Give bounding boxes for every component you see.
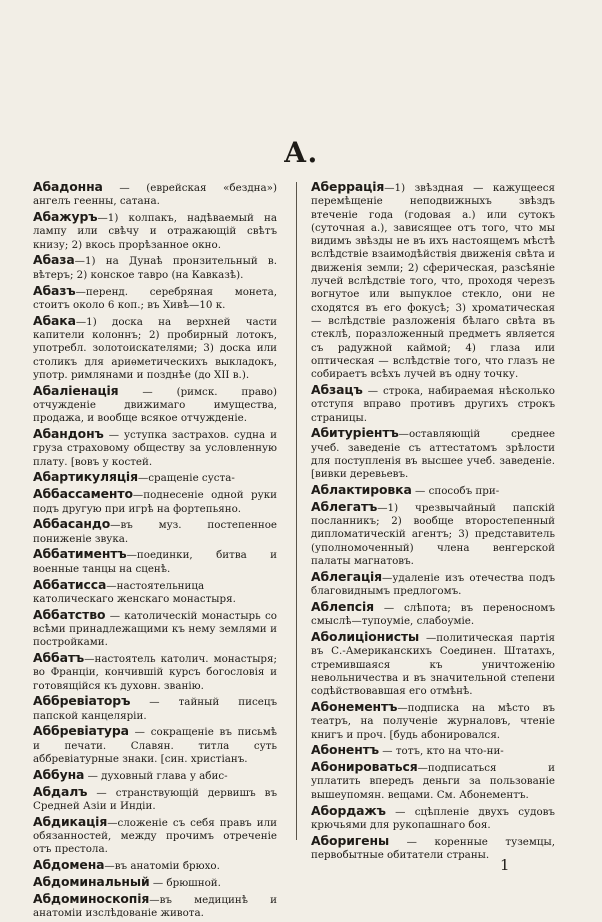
entry-headword: Аббревіаторъ bbox=[33, 693, 131, 709]
entry-definition: — способъ при- bbox=[411, 485, 500, 498]
entry-headword: Аббатъ bbox=[33, 650, 85, 665]
entry-definition: —подписка на мѣсто въ театръ, на полученіе журналовъ, чтеніе книгъ и проч. [будь абонировался. bbox=[311, 701, 555, 741]
entry-definition: — брюшной. bbox=[149, 876, 221, 889]
dictionary-entry bbox=[311, 834, 555, 863]
entry-definition: —сращеніе суста- bbox=[137, 472, 235, 485]
dictionary-entry bbox=[311, 743, 555, 758]
dictionary-entry bbox=[33, 768, 277, 783]
dictionary-entry bbox=[311, 570, 555, 599]
entry-headword: Аблегатъ bbox=[311, 498, 378, 514]
entry-headword: Абдикація bbox=[33, 813, 108, 829]
dictionary-entry bbox=[311, 700, 555, 742]
dictionary-entry bbox=[33, 384, 277, 426]
entry-definition: — (еврейская «бездна») ангелъ геенны, сатана. bbox=[33, 182, 277, 208]
entry-definition: —настоятельница католическаго женскаго монастыря. bbox=[33, 579, 236, 605]
dictionary-entry bbox=[33, 284, 277, 313]
entry-headword: Абака bbox=[33, 312, 76, 328]
entry-headword: Абонентъ bbox=[311, 742, 379, 758]
entry-headword: Аббуна bbox=[33, 766, 85, 782]
dictionary-entry bbox=[33, 651, 277, 693]
dictionary-entry bbox=[311, 180, 555, 381]
entry-definition: — коренные туземцы, первобытные обитатели страны. bbox=[311, 835, 555, 861]
entry-headword: Абонироваться bbox=[311, 759, 418, 775]
entry-headword: Аббассаменто bbox=[33, 486, 133, 502]
entry-definition: — слѣпота; въ переносномъ смыслѣ—тупоуміе, слабоуміе. bbox=[311, 601, 555, 628]
entry-headword: Абдоминоскопія bbox=[33, 890, 150, 906]
entry-headword: Абонементъ bbox=[311, 698, 398, 714]
entry-headword: Аборигены bbox=[311, 832, 390, 848]
entry-headword: Аббасандо bbox=[33, 516, 111, 532]
entry-headword: Абдалъ bbox=[33, 783, 88, 799]
dictionary-entry bbox=[33, 314, 277, 382]
entry-definition: —поединки, битва и военные танцы на сценѣ. bbox=[33, 549, 277, 575]
entry-definition: — сцѣпленіе двухъ судовъ крючьями для рукопашнаго боя. bbox=[311, 805, 555, 831]
dictionary-entry bbox=[311, 630, 555, 698]
entry-headword: Абандонъ bbox=[33, 426, 104, 442]
dictionary-entry bbox=[33, 253, 277, 282]
entry-definition: — тайный писецъ папской канцеляріи. bbox=[33, 696, 277, 722]
right-column bbox=[311, 180, 555, 864]
entry-definition: — странствующій дервишъ въ Средней Азіи и Индіи. bbox=[33, 786, 277, 812]
dictionary-entry bbox=[33, 785, 277, 814]
dictionary-entry bbox=[33, 517, 277, 546]
entry-headword: Аблактировка bbox=[311, 482, 412, 498]
entry-headword: Абартикуляція bbox=[33, 469, 138, 485]
dictionary-entry bbox=[311, 483, 555, 498]
entry-headword: Абажуръ bbox=[33, 209, 98, 225]
entry-headword: Аберрація bbox=[311, 179, 385, 194]
dictionary-entry bbox=[33, 815, 277, 857]
entry-headword: Аббатство bbox=[33, 606, 106, 622]
dictionary-entry bbox=[33, 427, 277, 469]
dictionary-entry bbox=[33, 578, 277, 607]
entry-definition: —1) звѣздная — кажущееся перемѣщеніе неподвижныхъ звѣздъ втеченіе года (годовая а.) или сутокъ (суточная а.), зависящее отъ того, что мы видимъ звѣзды не въ ихъ настоящемъ мѣстѣ вслѣдствіе взаимодѣйствія движенія свѣта и движенія земли; 2) сферическая, разсѣяніе лучей вслѣдствіе того, что, проходя черезъ вогнутое или выпуклое стекло, они не сходятся въ его фокусѣ; 3) хроматическая — вслѣдствіе разложенія бѣлаго свѣта въ стеклѣ, поразложенный предметъ является съ радужной каймой; 4) глаза или оптическая — вслѣдствіе того, что глазъ не собираетъ всѣхъ лучей въ одну точку. bbox=[311, 182, 555, 381]
dictionary-entry bbox=[311, 804, 555, 833]
entry-headword: Абордажъ bbox=[311, 802, 386, 818]
entry-headword: Абзацъ bbox=[311, 381, 363, 397]
entry-headword: Абитуріентъ bbox=[311, 425, 399, 441]
entry-definition: — тотъ, кто на что-ни- bbox=[378, 745, 504, 758]
entry-definition: —1) чрезвычайный папскій посланникъ; 2) вообще второстепенный дипломатическій агентъ; 3) представитель (уполномоченный) члена венгерской палаты магнатовъ. bbox=[311, 501, 555, 568]
left-column bbox=[33, 180, 277, 922]
entry-definition: —въ анатоміи брюхо. bbox=[104, 860, 220, 873]
dictionary-entry bbox=[33, 892, 277, 921]
entry-headword: Абдомена bbox=[33, 857, 105, 873]
dictionary-entry bbox=[311, 383, 555, 425]
entry-definition: —поднесеніе одной руки подъ другую при игрѣ на фортепьяно. bbox=[33, 489, 277, 515]
entry-definition: —въ муз. постепенное пониженіе звука. bbox=[33, 519, 277, 545]
entry-definition: —1) доска на верхней части капители колоннъ; 2) пробирный лотокъ, употребл. золотоискателями; 3) доска или столикъ для ариѳметическихъ выкладокъ, употр. римлянами и позднѣе (до XII в.). bbox=[33, 315, 277, 381]
entry-headword: Аббатиментъ bbox=[33, 546, 127, 562]
dictionary-entry bbox=[33, 487, 277, 516]
dictionary-entry bbox=[33, 547, 277, 576]
dictionary-entry bbox=[33, 858, 277, 873]
entry-definition: — уступка застрахов. судна и груза страховому обществу за условленную плату. [вовъ у костей. bbox=[33, 429, 277, 468]
entry-definition: —политическая партія въ С.-Американскихъ Соединен. Штатахъ, стремившаяся къ уничтоженію невольничества и въ значительной степени содѣйствовавшая его отмѣнѣ. bbox=[311, 632, 555, 698]
entry-definition: —оставляющій среднее учеб. заведеніе съ аттестатомъ зрѣлости для поступленія въ высшее учеб. заведеніе. [вивки деревьевъ. bbox=[311, 428, 555, 481]
entry-definition: — духовный глава у абис- bbox=[84, 769, 228, 782]
dictionary-entry bbox=[33, 875, 277, 890]
entry-definition: — строка, набираемая нѣсколько отступя вправо противъ другихъ строкъ страницы. bbox=[311, 384, 555, 424]
dictionary-entry bbox=[33, 210, 277, 252]
entry-headword: Аблепсія bbox=[311, 598, 375, 614]
dictionary-entry bbox=[33, 694, 277, 723]
dictionary-entry bbox=[33, 724, 277, 766]
entry-definition: —удаленіе изъ отечества подъ благовиднымъ предлогомъ. bbox=[311, 571, 555, 598]
dictionary-entry bbox=[33, 180, 277, 209]
entry-headword: Аболиціонисты bbox=[311, 629, 420, 644]
entry-definition: —настоятель католич. монастыря; во Франціи, кончившій курсъ богословія и готовящійся къ духовн. званію. bbox=[33, 653, 277, 692]
entry-definition: — (римск. право) отчужденіе движимаго имущества, продажа, и вообще всякое отчужденіе. bbox=[33, 385, 277, 425]
entry-headword: Абаліенація bbox=[33, 382, 119, 398]
dictionary-entry bbox=[33, 470, 277, 485]
entry-headword: Абадонна bbox=[33, 179, 103, 194]
entry-headword: Аббатисса bbox=[33, 576, 107, 592]
entry-definition: —подписаться и уплатить впередъ деньги за пользованіе вышеупомян. вещами. См. Абонементъ. bbox=[311, 762, 555, 801]
entry-definition: —1) на Дунаѣ пронзительный в. вѣтеръ; 2) конское тавро (на Кавказѣ). bbox=[33, 255, 277, 281]
entry-headword: Абдоминальный bbox=[33, 873, 150, 889]
entry-headword: Аблегація bbox=[311, 568, 383, 584]
dictionary-entry bbox=[311, 500, 555, 568]
entry-definition: —перенд. серебряная монета, стоитъ около 6 коп.; въ Хивѣ—10 к. bbox=[33, 285, 277, 311]
dictionary-entry bbox=[33, 608, 277, 650]
entry-definition: — сокращеніе въ письмѣ и печати. Славян. титла суть аббревіатурные знаки. [син. христіанъ. bbox=[33, 726, 277, 766]
entry-headword: Абаза bbox=[33, 252, 75, 268]
entry-headword: Аббревіатура bbox=[33, 723, 129, 739]
entry-definition: —сложеніе съ себя правъ или обязанностей, между прочимъ отреченіе отъ престола. bbox=[33, 816, 277, 856]
dictionary-entry bbox=[311, 760, 555, 802]
column-divider bbox=[296, 182, 297, 840]
entry-definition: — католическій монастырь со всѣми принадлежащими къ нему землями и постройками. bbox=[33, 609, 277, 649]
dictionary-entry bbox=[311, 426, 555, 481]
entry-definition: —1) колпакъ, надѣваемый на лампу или свѣчу и отражающій свѣтъ книзу; 2) вкось прорѣзанное окно. bbox=[33, 212, 277, 251]
section-letter: А. bbox=[283, 136, 319, 169]
page-number: 1 bbox=[500, 856, 510, 874]
entry-headword: Абазъ bbox=[33, 282, 76, 298]
entry-definition: —въ медицинѣ и анатоміи изслѣдованіе живота. bbox=[33, 893, 277, 920]
dictionary-entry bbox=[311, 600, 555, 629]
